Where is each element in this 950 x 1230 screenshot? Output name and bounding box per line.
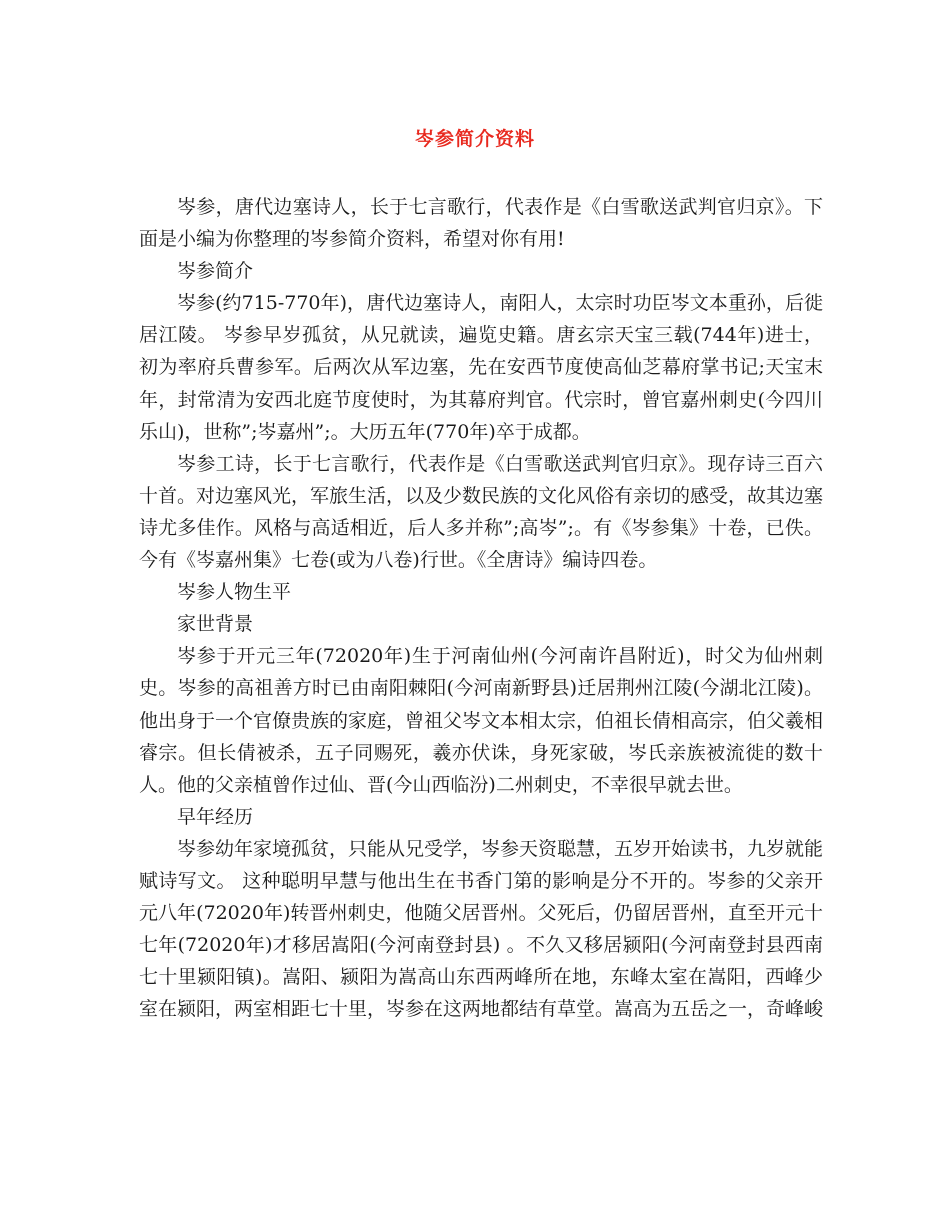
section-heading: 岑参人物生平 — [177, 581, 292, 604]
document-title: 岑参简介资料 — [414, 128, 535, 150]
section-heading: 岑参简介 — [177, 260, 254, 283]
body-paragraph: 岑参于开元三年(72020年)生于河南仙州(今河南许昌附近)，时父为仙州刺史。岑参的高祖善方时已由南阳棘阳(今河南新野县)迁居荆州江陵(今湖北江陵)。他出身于一个官僚贵族的家庭，曾祖父岑文本相太宗，伯祖长倩相高宗，伯父羲相睿宗。但长倩被杀，五子同赐死，羲亦伏诛，身死家破，岑氏亲族被流徙的数十人。他的父亲植曾作过仙、晋(今山西临汾)二州刺史，不幸很早就去世。 — [139, 645, 824, 796]
body-paragraph: 岑参幼年家境孤贫，只能从兄受学，岑参天资聪慧，五岁开始读书，九岁就能赋诗写文。 这种聪明早慧与他出生在书香门第的影响是分不开的。岑参的父亲开元八年(72020年)转晋州刺史，他随父居晋州。父死后，仍留居晋州，直至开元十七年(72020年)才移居嵩阳(今河南登封县) 。不久又移居颍阳(今河南登封县西南七十里颍阳镇)。嵩阳、颍阳为嵩高山东西两峰所在地，东峰太室在嵩阳，西峰少室在颍阳，两室相距七十里，岑参在这两地都结有草堂。嵩高为五岳之一，奇峰峻 — [139, 837, 824, 1021]
intro-paragraph: 岑参，唐代边塞诗人，长于七言歌行，代表作是《白雪歌送武判官归京》。下面是小编为你整理的岑参简介资料，希望对你有用! — [139, 196, 823, 251]
body-paragraph: 岑参(约715-770年)，唐代边塞诗人，南阳人，太宗时功臣岑文本重孙，后徙居江陵。 岑参早岁孤贫，从兄就读，遍览史籍。唐玄宗天宝三载(744年)进士，初为率府兵曹参军。后两次从军边塞，先在安西节度使高仙芝幕府掌书记;天宝末年，封常清为安西北庭节度使时，为其幕府判官。代宗时，曾官嘉州刺史(今四川乐山)，世称”;岑嘉州”;。大历五年(770年)卒于成都。 — [139, 292, 823, 443]
subsection-heading: 家世背景 — [177, 613, 254, 636]
document-body — [139, 191, 823, 1025]
subsection-heading: 早年经历 — [177, 805, 254, 828]
body-paragraph: 岑参工诗，长于七言歌行，代表作是《白雪歌送武判官归京》。现存诗三百六十首。对边塞风光，军旅生活，以及少数民族的文化风俗有亲切的感受，故其边塞诗尤多佳作。风格与高适相近，后人多并称”;高岑”;。有《岑参集》十卷，已佚。今有《岑嘉州集》七卷(或为八卷)行世。《全唐诗》编诗四卷。 — [139, 452, 824, 572]
